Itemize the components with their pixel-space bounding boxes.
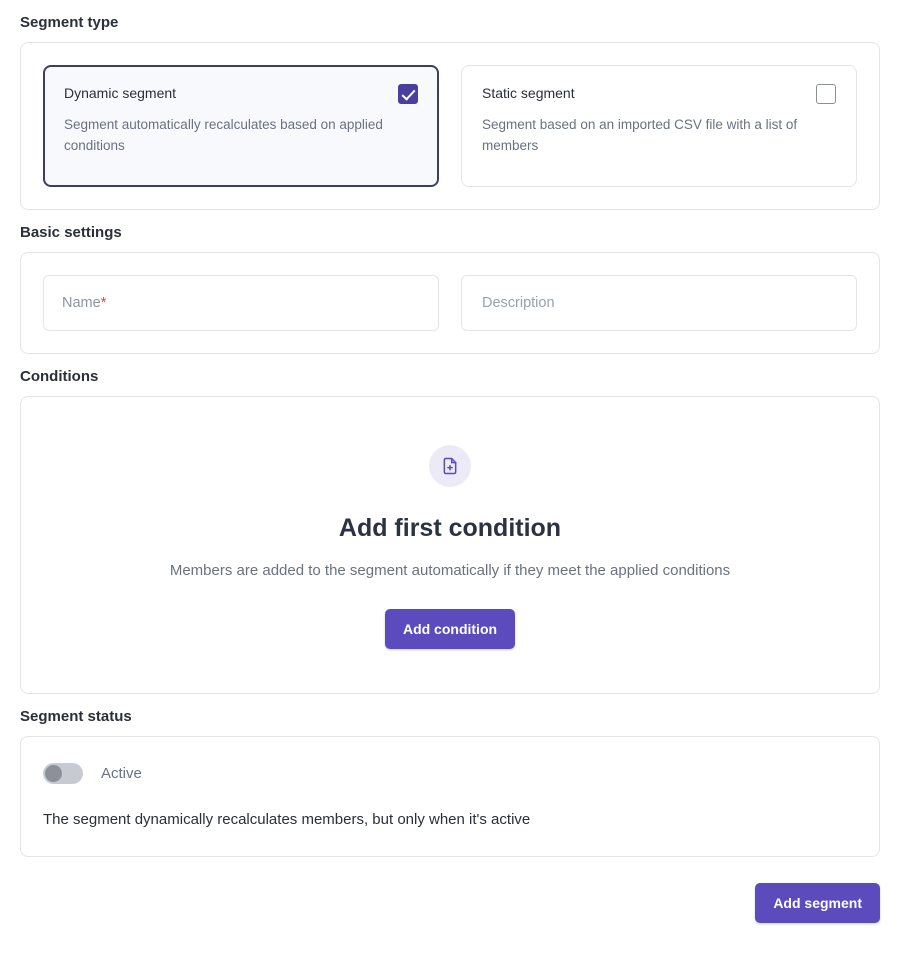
file-add-icon [429, 445, 471, 487]
segment-status-description: The segment dynamically recalculates members, but only when it's active [43, 811, 531, 828]
name-field-label-text: Name [62, 295, 101, 311]
active-toggle-label: Active [101, 765, 142, 782]
name-field-required-marker: * [100, 295, 107, 311]
active-toggle-knob [45, 765, 62, 782]
segment-type-option-dynamic[interactable] [43, 65, 439, 187]
add-segment-button[interactable]: Add segment [755, 883, 880, 923]
conditions-empty-heading: Add first condition [338, 514, 562, 542]
segment-status-row [43, 763, 857, 784]
description-field[interactable] [461, 275, 857, 331]
conditions-title: Conditions [20, 368, 99, 385]
checkbox-checked-icon[interactable] [398, 84, 418, 104]
segment-type-option-static-head [482, 84, 836, 104]
name-field[interactable] [43, 275, 439, 331]
segment-type-option-static[interactable] [461, 65, 857, 187]
checkbox-unchecked-icon[interactable] [816, 84, 836, 104]
segment-status-title: Segment status [20, 708, 132, 725]
basic-settings-title: Basic settings [20, 224, 122, 241]
conditions-empty-subtext: Members are added to the segment automatically if they meet the applied conditions [169, 562, 731, 579]
segment-status-card [20, 736, 880, 857]
segment-type-card [20, 42, 880, 210]
description-input[interactable] [480, 294, 838, 312]
segment-type-option-dynamic-description: Segment automatically recalculates based on applied conditions [64, 117, 383, 153]
basic-settings-card [20, 252, 880, 354]
add-condition-button[interactable]: Add condition [385, 609, 515, 649]
segment-type-title: Segment type [20, 14, 119, 31]
active-toggle[interactable] [43, 763, 83, 784]
segment-type-option-static-label: Static segment [482, 85, 575, 101]
segment-type-option-dynamic-label: Dynamic segment [64, 85, 177, 101]
segment-type-option-static-description: Segment based on an imported CSV file with a list of members [482, 117, 798, 153]
form-footer [20, 857, 880, 941]
name-field-label [62, 295, 106, 311]
conditions-card [20, 396, 880, 694]
segment-type-option-dynamic-head [64, 84, 418, 104]
